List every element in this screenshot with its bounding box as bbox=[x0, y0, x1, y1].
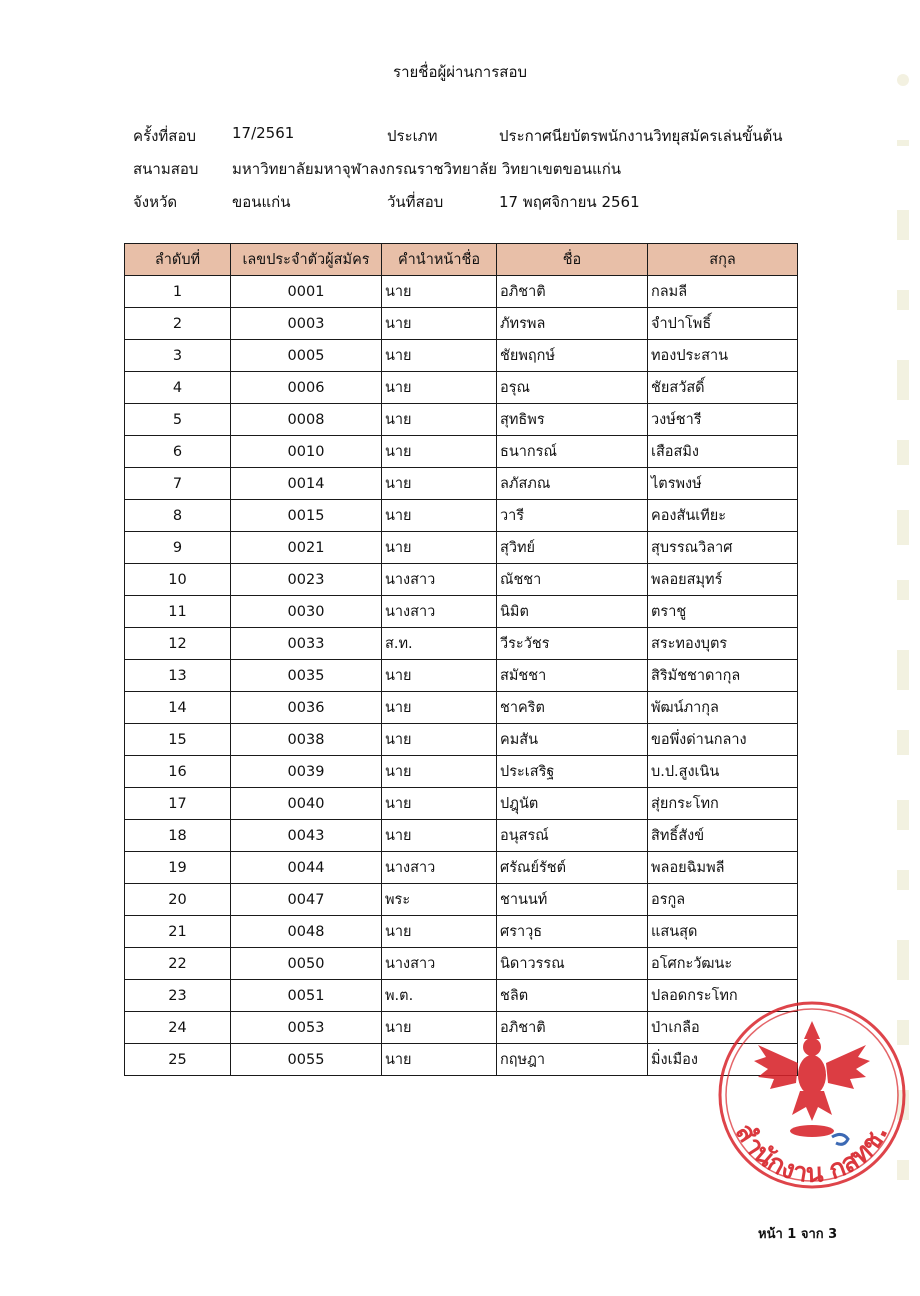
table-row bbox=[125, 980, 798, 1012]
page-title: รายชื่อผู้ผ่านการสอบ bbox=[393, 63, 527, 81]
row-last-name-cell: จำปาโพธิ์ bbox=[648, 308, 798, 340]
table-row bbox=[125, 692, 798, 724]
table-row bbox=[125, 564, 798, 596]
row-first-name-cell: วารี bbox=[497, 500, 648, 532]
row-prefix-cell: นางสาว bbox=[382, 948, 497, 980]
row-last-name-cell: สิริมัชชาดากุล bbox=[648, 660, 798, 692]
row-last-name-cell: วงษ์ชารี bbox=[648, 404, 798, 436]
row-order-cell: 22 bbox=[125, 948, 231, 980]
row-order-cell: 2 bbox=[125, 308, 231, 340]
row-first-name-cell: ปฎุนัต bbox=[497, 788, 648, 820]
row-applicant-id-cell: 0040 bbox=[231, 788, 382, 820]
row-last-name-cell: พลอยสมุทร์ bbox=[648, 564, 798, 596]
column-header-prefix: คำนำหน้าชื่อ bbox=[382, 244, 497, 276]
table-row bbox=[125, 916, 798, 948]
table-row bbox=[125, 404, 798, 436]
table-row bbox=[125, 468, 798, 500]
row-order-cell: 24 bbox=[125, 1012, 231, 1044]
row-applicant-id-cell: 0055 bbox=[231, 1044, 382, 1076]
row-applicant-id-cell: 0047 bbox=[231, 884, 382, 916]
column-header-first-name: ชื่อ bbox=[497, 244, 648, 276]
row-applicant-id-cell: 0015 bbox=[231, 500, 382, 532]
row-first-name-cell: ชาคริต bbox=[497, 692, 648, 724]
garuda-emblem-icon bbox=[754, 1021, 870, 1144]
table-row bbox=[125, 756, 798, 788]
row-prefix-cell: นาย bbox=[382, 660, 497, 692]
exam-round-label: ครั้งที่สอบ bbox=[133, 127, 196, 145]
row-last-name-cell: พลอยฉิมพลี bbox=[648, 852, 798, 884]
row-prefix-cell: นาย bbox=[382, 916, 497, 948]
table-row bbox=[125, 340, 798, 372]
row-first-name-cell: นิมิต bbox=[497, 596, 648, 628]
type-label: ประเภท bbox=[387, 127, 438, 145]
row-prefix-cell: นาย bbox=[382, 788, 497, 820]
row-prefix-cell: นาย bbox=[382, 820, 497, 852]
row-order-cell: 20 bbox=[125, 884, 231, 916]
date-value: 17 พฤศจิกายน 2561 bbox=[499, 193, 640, 211]
row-prefix-cell: นาย bbox=[382, 500, 497, 532]
province-value: ขอนแก่น bbox=[232, 193, 291, 211]
row-applicant-id-cell: 0051 bbox=[231, 980, 382, 1012]
row-first-name-cell: ลภัสภณ bbox=[497, 468, 648, 500]
province-label: จังหวัด bbox=[133, 193, 178, 211]
row-last-name-cell: แสนสุด bbox=[648, 916, 798, 948]
row-first-name-cell: ประเสริฐ bbox=[497, 756, 648, 788]
row-applicant-id-cell: 0014 bbox=[231, 468, 382, 500]
passed-candidates-table bbox=[124, 243, 798, 1076]
table-row bbox=[125, 596, 798, 628]
exam-round-value: 17/2561 bbox=[232, 124, 295, 142]
row-first-name-cell: ชลิต bbox=[497, 980, 648, 1012]
row-prefix-cell: นาย bbox=[382, 404, 497, 436]
row-prefix-cell: นาย bbox=[382, 468, 497, 500]
row-first-name-cell: สมัชชา bbox=[497, 660, 648, 692]
table-row bbox=[125, 372, 798, 404]
row-last-name-cell: ไตรพงษ์ bbox=[648, 468, 798, 500]
row-applicant-id-cell: 0039 bbox=[231, 756, 382, 788]
row-first-name-cell: อนุสรณ์ bbox=[497, 820, 648, 852]
row-applicant-id-cell: 0044 bbox=[231, 852, 382, 884]
row-first-name-cell: สุวิทย์ bbox=[497, 532, 648, 564]
row-applicant-id-cell: 0021 bbox=[231, 532, 382, 564]
row-applicant-id-cell: 0008 bbox=[231, 404, 382, 436]
table-row bbox=[125, 500, 798, 532]
row-applicant-id-cell: 0010 bbox=[231, 436, 382, 468]
row-order-cell: 5 bbox=[125, 404, 231, 436]
row-last-name-cell: สระทองบุตร bbox=[648, 628, 798, 660]
row-first-name-cell: อรุณ bbox=[497, 372, 648, 404]
table-row bbox=[125, 1044, 798, 1076]
row-prefix-cell: นาย bbox=[382, 436, 497, 468]
table-row bbox=[125, 948, 798, 980]
venue-value: มหาวิทยาลัยมหาจุฬาลงกรณราชวิทยาลัย วิทยาเขตขอนแก่น bbox=[232, 160, 622, 178]
row-last-name-cell: บ.ป.สูงเนิน bbox=[648, 756, 798, 788]
row-applicant-id-cell: 0048 bbox=[231, 916, 382, 948]
table-row bbox=[125, 820, 798, 852]
row-applicant-id-cell: 0030 bbox=[231, 596, 382, 628]
row-prefix-cell: นางสาว bbox=[382, 596, 497, 628]
row-prefix-cell: นาย bbox=[382, 532, 497, 564]
row-first-name-cell: ภัทรพล bbox=[497, 308, 648, 340]
row-last-name-cell: ป่าเกลือ bbox=[648, 1012, 798, 1044]
row-order-cell: 13 bbox=[125, 660, 231, 692]
row-applicant-id-cell: 0003 bbox=[231, 308, 382, 340]
column-header-last-name: สกุล bbox=[648, 244, 798, 276]
row-order-cell: 16 bbox=[125, 756, 231, 788]
row-prefix-cell: นาย bbox=[382, 692, 497, 724]
row-first-name-cell: อภิชาติ bbox=[497, 1012, 648, 1044]
row-order-cell: 23 bbox=[125, 980, 231, 1012]
row-prefix-cell: นางสาว bbox=[382, 852, 497, 884]
row-applicant-id-cell: 0043 bbox=[231, 820, 382, 852]
table-row bbox=[125, 436, 798, 468]
row-last-name-cell: ปลอดกระโทก bbox=[648, 980, 798, 1012]
row-first-name-cell: ณัชชา bbox=[497, 564, 648, 596]
row-applicant-id-cell: 0053 bbox=[231, 1012, 382, 1044]
table-row bbox=[125, 1012, 798, 1044]
table-row bbox=[125, 276, 798, 308]
row-last-name-cell: เสือสมิง bbox=[648, 436, 798, 468]
row-order-cell: 18 bbox=[125, 820, 231, 852]
row-order-cell: 17 bbox=[125, 788, 231, 820]
row-first-name-cell: สุทธิพร bbox=[497, 404, 648, 436]
table-row bbox=[125, 532, 798, 564]
table-row bbox=[125, 788, 798, 820]
row-first-name-cell: อภิชาติ bbox=[497, 276, 648, 308]
row-applicant-id-cell: 0035 bbox=[231, 660, 382, 692]
row-prefix-cell: นาย bbox=[382, 308, 497, 340]
date-label: วันที่สอบ bbox=[387, 193, 444, 211]
row-order-cell: 1 bbox=[125, 276, 231, 308]
row-last-name-cell: สิทธิ์สังข์ bbox=[648, 820, 798, 852]
row-last-name-cell: ชัยสวัสดิ์ bbox=[648, 372, 798, 404]
row-order-cell: 4 bbox=[125, 372, 231, 404]
row-order-cell: 21 bbox=[125, 916, 231, 948]
row-applicant-id-cell: 0005 bbox=[231, 340, 382, 372]
row-first-name-cell: ศราวุธ bbox=[497, 916, 648, 948]
table-row bbox=[125, 724, 798, 756]
row-first-name-cell: คมสัน bbox=[497, 724, 648, 756]
column-header-applicant-id: เลขประจำตัวผู้สมัคร bbox=[231, 244, 382, 276]
row-order-cell: 25 bbox=[125, 1044, 231, 1076]
row-first-name-cell: วีระวัชร bbox=[497, 628, 648, 660]
row-prefix-cell: นาย bbox=[382, 340, 497, 372]
row-last-name-cell: ตราชู bbox=[648, 596, 798, 628]
table-row bbox=[125, 884, 798, 916]
row-last-name-cell: กลมลี bbox=[648, 276, 798, 308]
page-indicator: หน้า 1 จาก 3 bbox=[758, 1227, 838, 1242]
row-last-name-cell: สุ่ยกระโทก bbox=[648, 788, 798, 820]
row-applicant-id-cell: 0023 bbox=[231, 564, 382, 596]
column-header-order: ลำดับที่ bbox=[125, 244, 231, 276]
row-order-cell: 10 bbox=[125, 564, 231, 596]
row-order-cell: 7 bbox=[125, 468, 231, 500]
row-applicant-id-cell: 0050 bbox=[231, 948, 382, 980]
row-order-cell: 9 bbox=[125, 532, 231, 564]
row-order-cell: 15 bbox=[125, 724, 231, 756]
row-order-cell: 19 bbox=[125, 852, 231, 884]
row-prefix-cell: นาย bbox=[382, 1044, 497, 1076]
seal-text: สำนักงาน กสทช. bbox=[728, 1118, 895, 1189]
row-order-cell: 11 bbox=[125, 596, 231, 628]
row-last-name-cell: มิ่งเมือง bbox=[648, 1044, 798, 1076]
venue-label: สนามสอบ bbox=[133, 160, 199, 178]
row-first-name-cell: นิดาวรรณ bbox=[497, 948, 648, 980]
table-header-row bbox=[125, 244, 798, 276]
official-seal bbox=[712, 995, 912, 1205]
type-value: ประกาศนียบัตรพนักงานวิทยุสมัครเล่นขั้นต้น bbox=[499, 127, 783, 145]
row-last-name-cell: อรกูล bbox=[648, 884, 798, 916]
row-order-cell: 14 bbox=[125, 692, 231, 724]
row-prefix-cell: นาย bbox=[382, 372, 497, 404]
row-last-name-cell: ทองประสาน bbox=[648, 340, 798, 372]
row-last-name-cell: พัฒน์ภากุล bbox=[648, 692, 798, 724]
row-first-name-cell: ชัยพฤกษ์ bbox=[497, 340, 648, 372]
row-first-name-cell: ธนากรณ์ bbox=[497, 436, 648, 468]
row-prefix-cell: นาย bbox=[382, 276, 497, 308]
row-order-cell: 3 bbox=[125, 340, 231, 372]
row-applicant-id-cell: 0001 bbox=[231, 276, 382, 308]
row-prefix-cell: นาย bbox=[382, 1012, 497, 1044]
row-order-cell: 6 bbox=[125, 436, 231, 468]
row-first-name-cell: ชานนท์ bbox=[497, 884, 648, 916]
table-body bbox=[125, 276, 798, 1076]
row-applicant-id-cell: 0033 bbox=[231, 628, 382, 660]
table-row bbox=[125, 660, 798, 692]
row-prefix-cell: นาย bbox=[382, 724, 497, 756]
table-row bbox=[125, 852, 798, 884]
row-order-cell: 8 bbox=[125, 500, 231, 532]
row-first-name-cell: ศรัณย์รัชต์ bbox=[497, 852, 648, 884]
row-last-name-cell: อโศกะวัฒนะ bbox=[648, 948, 798, 980]
row-first-name-cell: กฤษฎา bbox=[497, 1044, 648, 1076]
row-prefix-cell: นางสาว bbox=[382, 564, 497, 596]
table-row bbox=[125, 308, 798, 340]
row-order-cell: 12 bbox=[125, 628, 231, 660]
row-last-name-cell: สุบรรณวิลาศ bbox=[648, 532, 798, 564]
row-applicant-id-cell: 0036 bbox=[231, 692, 382, 724]
table-row bbox=[125, 628, 798, 660]
row-last-name-cell: คองสันเทียะ bbox=[648, 500, 798, 532]
row-applicant-id-cell: 0038 bbox=[231, 724, 382, 756]
row-prefix-cell: นาย bbox=[382, 756, 497, 788]
row-prefix-cell: พระ bbox=[382, 884, 497, 916]
row-prefix-cell: พ.ต. bbox=[382, 980, 497, 1012]
row-last-name-cell: ขอพึ่งด่านกลาง bbox=[648, 724, 798, 756]
row-applicant-id-cell: 0006 bbox=[231, 372, 382, 404]
row-prefix-cell: ส.ท. bbox=[382, 628, 497, 660]
